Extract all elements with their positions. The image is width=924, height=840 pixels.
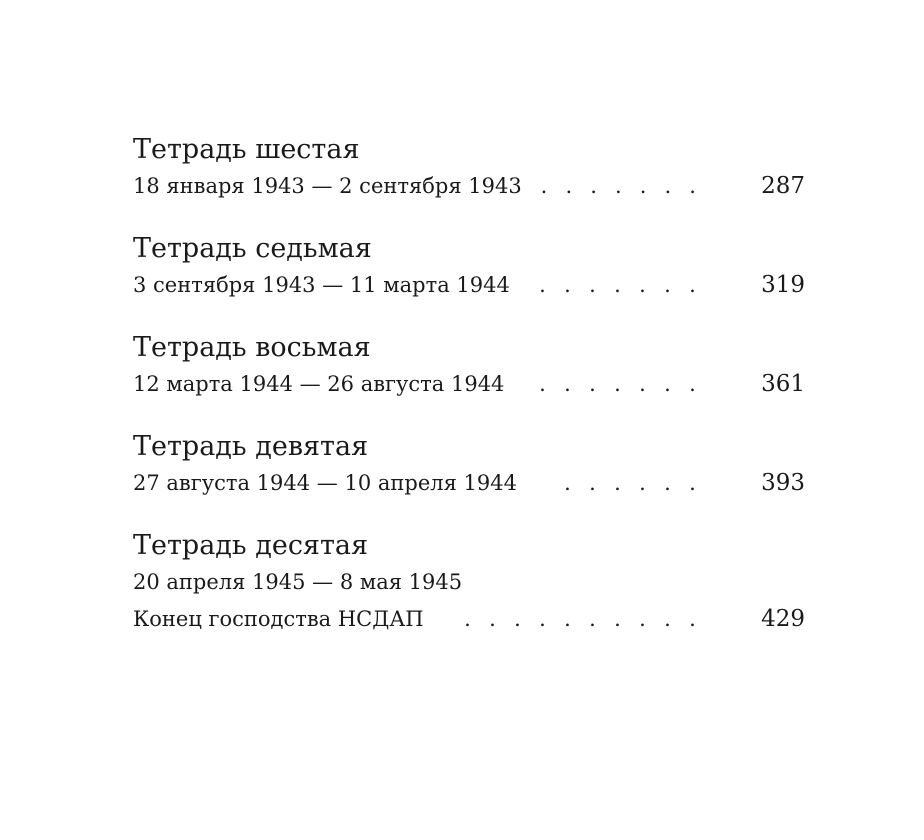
toc-section-7 [133, 231, 805, 304]
toc-section-8 [133, 330, 805, 403]
leader-dot: . [589, 273, 596, 297]
leader-dot: . [639, 607, 646, 631]
leader-dot: . [539, 273, 546, 297]
leader-dot: . [539, 372, 546, 396]
section-title: Тетрадь девятая [133, 431, 369, 462]
entry-date-range: 20 апреля 1945 — 8 мая 1945 [133, 570, 463, 594]
leader-dot: . [614, 471, 621, 495]
section-title: Тетрадь шестая [133, 134, 360, 165]
toc-entry[interactable] [133, 601, 805, 638]
entry-subtitle: Конец господства НСДАП [133, 607, 424, 631]
leader-dot: . [564, 607, 571, 631]
leader-dot: . [464, 607, 471, 631]
leader-dot: . [614, 607, 621, 631]
dot-leader [434, 601, 705, 638]
toc-entry-subline [133, 564, 805, 601]
leader-dot: . [689, 471, 696, 495]
leader-dot: . [565, 174, 573, 198]
page-number: 361 [761, 371, 805, 397]
leader-dot: . [540, 174, 548, 198]
leader-dot: . [539, 607, 546, 631]
leader-dot: . [614, 174, 622, 198]
dot-leader [520, 267, 705, 304]
page-number: 287 [761, 173, 805, 199]
leader-dot: . [639, 471, 646, 495]
dot-leader [532, 168, 705, 205]
leader-dot: . [639, 372, 646, 396]
leader-dot: . [689, 372, 696, 396]
entry-date-range: 12 марта 1944 — 26 августа 1944 [133, 372, 505, 396]
dot-leader [527, 465, 705, 502]
table-of-contents [133, 132, 805, 664]
leader-dot: . [639, 273, 646, 297]
section-title: Тетрадь восьмая [133, 332, 371, 363]
leader-dot: . [664, 174, 672, 198]
dot-leader [514, 366, 705, 403]
entry-date-range: 27 августа 1944 — 10 апреля 1944 [133, 471, 517, 495]
leader-dot: . [564, 372, 571, 396]
toc-entry[interactable] [133, 267, 805, 304]
section-title: Тетрадь десятая [133, 530, 369, 561]
leader-dot: . [564, 273, 571, 297]
page-number: 319 [761, 272, 805, 298]
entry-date-range: 3 сентября 1943 — 11 марта 1944 [133, 273, 510, 297]
leader-dot: . [614, 372, 621, 396]
page-number: 429 [761, 606, 805, 632]
page-number: 393 [761, 470, 805, 496]
toc-entry[interactable] [133, 366, 805, 403]
leader-dot: . [689, 607, 696, 631]
leader-dot: . [664, 372, 671, 396]
leader-dot: . [689, 174, 696, 198]
toc-section-10 [133, 528, 805, 638]
toc-entry[interactable] [133, 465, 805, 502]
leader-dot: . [664, 607, 671, 631]
leader-dot: . [639, 174, 647, 198]
leader-dot: . [489, 607, 496, 631]
toc-entry[interactable] [133, 168, 805, 205]
leader-dot: . [664, 471, 671, 495]
leader-dot: . [590, 174, 597, 198]
toc-section-9 [133, 429, 805, 502]
leader-dot: . [564, 471, 571, 495]
leader-dot: . [664, 273, 671, 297]
leader-dot: . [689, 273, 696, 297]
leader-dot: . [514, 607, 521, 631]
entry-date-range: 18 января 1943 — 2 сентября 1943 [133, 174, 522, 198]
section-title: Тетрадь седьмая [133, 233, 372, 264]
leader-dot: . [614, 273, 621, 297]
leader-dot: . [589, 471, 596, 495]
leader-dot: . [589, 372, 596, 396]
toc-section-6 [133, 132, 805, 205]
leader-dot: . [589, 607, 596, 631]
